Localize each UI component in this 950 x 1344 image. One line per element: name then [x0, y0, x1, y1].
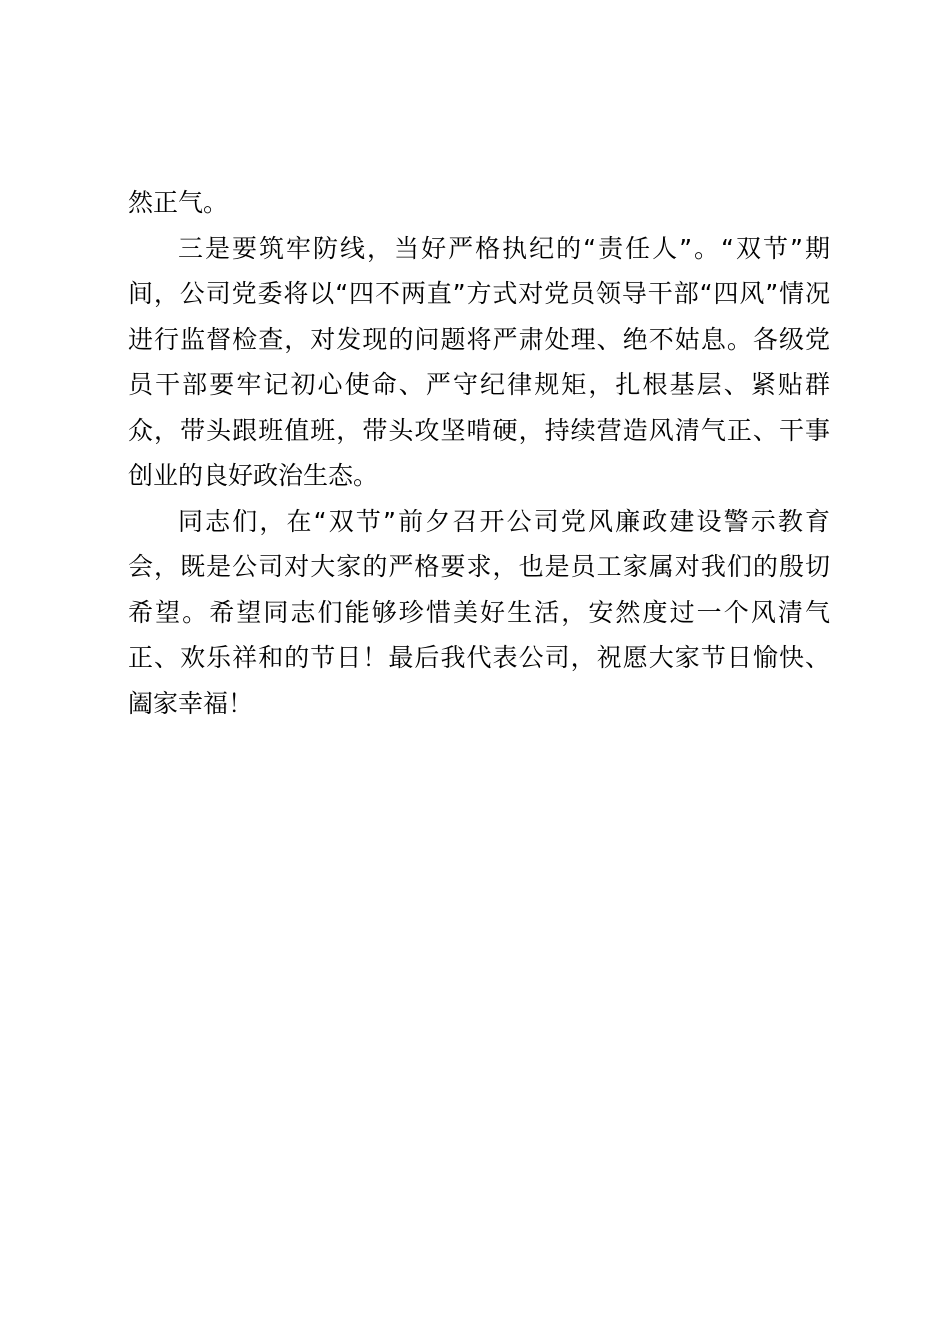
paragraph-line: 员干部要牢记初心使命、严守纪律规矩，扎根基层、紧贴群 — [128, 370, 830, 399]
paragraph-line: 进行监督检查，对发现的问题将严肃处理、绝不姑息。各级党 — [128, 324, 830, 354]
paragraph-line: 希望。希望同志们能够珍惜美好生活，安然度过一个风清气 — [128, 597, 830, 627]
document-body — [128, 180, 830, 726]
paragraph-line: 然正气。 — [128, 188, 229, 217]
paragraph-line: 众，带头跟班值班，带头攻坚啃硬，持续营造风清气正、干事 — [128, 415, 830, 445]
paragraph-line: 间，公司党委将以“四不两直”方式对党员领导干部“四风”情况 — [128, 279, 830, 308]
paragraph-line: 阖家幸福！ — [128, 688, 254, 718]
paragraph-line: 正、欢乐祥和的节日！最后我代表公司，祝愿大家节日愉快、 — [128, 643, 830, 672]
paragraph-line: 三是要筑牢防线，当好严格执纪的“责任人”。“双节”期 — [178, 233, 830, 263]
paragraph-line: 会，既是公司对大家的严格要求，也是员工家属对我们的殷切 — [128, 552, 830, 581]
paragraph-line: 创业的良好政治生态。 — [128, 461, 379, 490]
paragraph-line: 同志们，在“双节”前夕召开公司党风廉政建设警示教育 — [178, 506, 830, 536]
